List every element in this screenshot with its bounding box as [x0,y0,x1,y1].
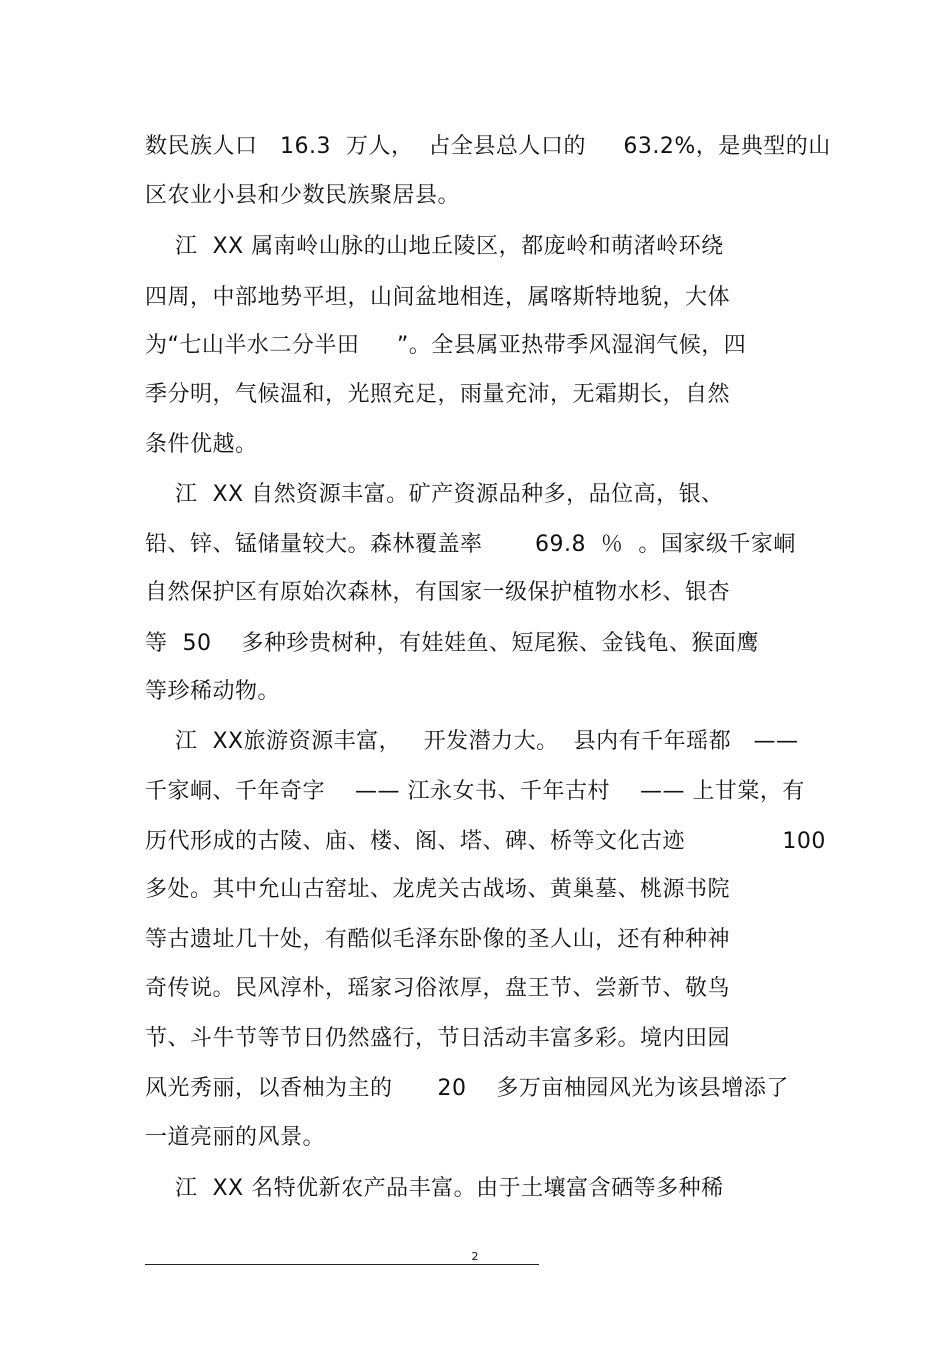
text-line: 千家峒、千年奇字 —— 江永女书、千年古村 —— 上甘棠，有 [145,779,805,804]
text-line: 区农业小县和少数民族聚居县。 [145,183,461,208]
text-line: 江 XX 自然资源丰富。矿产资源品种多，品位高，银、 [145,482,724,507]
text-line: 季分明，气候温和，光照充足，雨量充沛，无霜期长，自然 [145,382,731,407]
text-line: 风光秀丽，以香柚为主的 20 多万亩柚园风光为该县增添了 [145,1076,789,1101]
text-line: 铅、锌、锰储量较大。森林覆盖率 69.8 ％ 。国家级千家峒 [145,532,796,557]
text-line: 自然保护区有原始次森林，有国家一级保护植物水杉、银杏 [145,580,731,605]
text-line: 多处。其中允山古窑址、龙虎关古战场、黄巢墓、桃源书院 [145,877,731,902]
text-line: 为“七山半水二分半田 ”。全县属亚热带季风湿润气候，四 [145,333,747,358]
page-number: 2 [471,1250,479,1263]
text-line: 条件优越。 [145,432,258,457]
text-line: 江 XX 名特优新农产品丰富。由于土壤富含硒等多种稀 [145,1176,724,1201]
text-line: 等珍稀动物。 [145,679,281,704]
text-line: 等古遗址几十处，有酷似毛泽东卧像的圣人山，还有种种神 [145,927,731,952]
text-line: 历代形成的古陵、庙、楼、阁、塔、碑、桥等文化古迹 100 [145,829,826,854]
text-line: 等 50 多种珍贵树种，有娃娃鱼、短尾猴、金钱龟、猴面鹰 [145,631,759,656]
text-line: 奇传说。民风淳朴，瑶家习俗浓厚，盘王节、尝新节、敬鸟 [145,976,731,1001]
text-line: 一道亮丽的风景。 [145,1125,326,1150]
text-line: 江 XX 属南岭山脉的山地丘陵区，都庞岭和萌渚岭环绕 [145,234,724,259]
text-line: 数民族人口 16.3 万人， 占全县总人口的 63.2%，是典型的山 [145,134,831,159]
text-line: 四周，中部地势平坦，山间盆地相连，属喀斯特地貌，大体 [145,285,731,310]
footer-divider [145,1264,539,1265]
text-line: 江 XX旅游资源丰富， 开发潜力大。 县内有千年瑶都 —— [145,729,799,754]
text-line: 节、斗牛节等节日仍然盛行，节日活动丰富多彩。境内田园 [145,1026,731,1051]
